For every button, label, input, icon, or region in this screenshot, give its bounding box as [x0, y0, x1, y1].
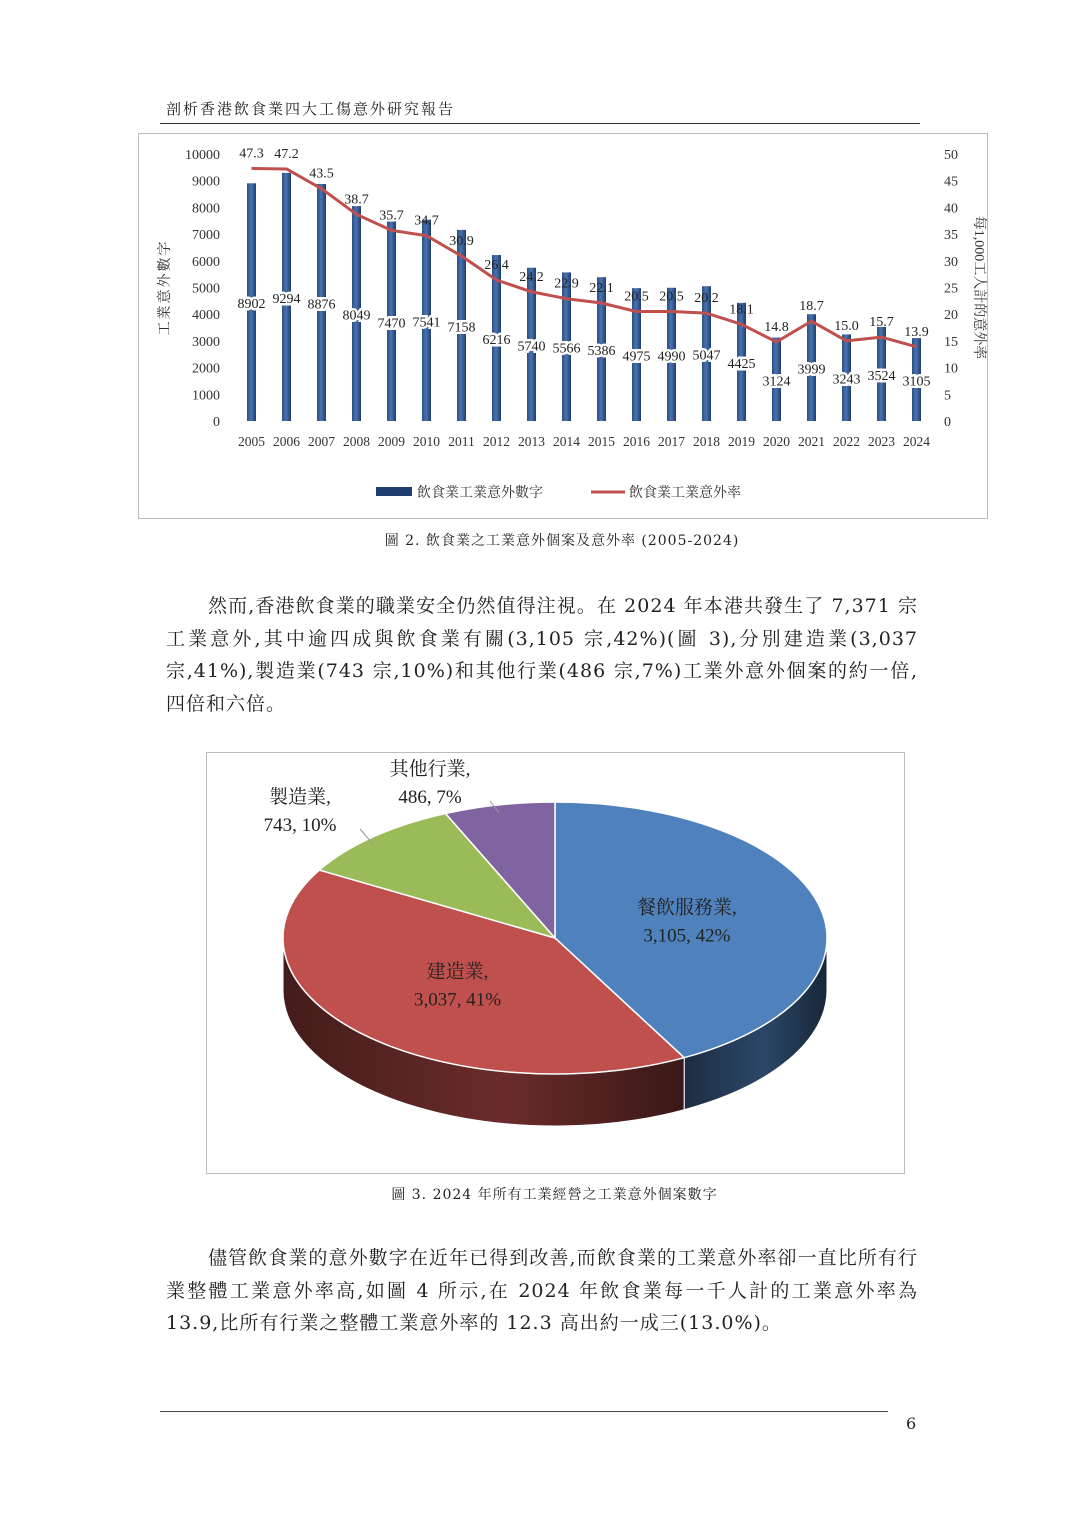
bar-data-label: 4425 [727, 356, 756, 372]
y2-axis-tick-label: 35 [944, 228, 958, 244]
x-axis-tick-label: 2016 [623, 434, 650, 449]
line-data-label: 26.4 [484, 258, 509, 274]
x-axis-tick-label: 2019 [728, 434, 755, 449]
line-data-label: 22.9 [554, 276, 579, 292]
bar-data-label: 6216 [482, 333, 511, 349]
y-axis-tick-label: 5000 [192, 281, 220, 297]
y2-axis-tick-label: 40 [944, 201, 958, 217]
x-axis-tick-label: 2020 [763, 434, 790, 449]
y2-axis-tick-label: 45 [944, 174, 958, 190]
x-axis-tick-label: 2018 [693, 434, 720, 449]
bar-data-label: 3999 [797, 362, 826, 378]
x-axis-tick-label: 2006 [273, 434, 300, 449]
page-number: 6 [906, 1414, 917, 1433]
line-data-label: 24.2 [519, 269, 544, 285]
x-axis-tick-label: 2021 [798, 434, 825, 449]
line-data-label: 20.5 [624, 289, 649, 305]
y2-axis-tick-label: 15 [944, 334, 958, 350]
figure-2-chart-frame [138, 133, 988, 519]
x-axis-tick-label: 2007 [308, 434, 335, 449]
x-axis-tick-label: 2022 [833, 434, 860, 449]
legend-line-label: 飲食業工業意外率 [629, 486, 741, 501]
line-data-label: 14.8 [764, 319, 789, 335]
line-data-label: 18.7 [799, 299, 824, 315]
pie-label-value: 743, 10% [263, 815, 337, 836]
bar-data-label: 8902 [237, 297, 266, 313]
bar-data-label: 5386 [587, 344, 616, 360]
y-axis-tick-label: 3000 [192, 334, 220, 350]
x-axis-tick-label: 2009 [378, 434, 405, 449]
figure-2-caption: 圖 2. 飲食業之工業意外個案及意外率 (2005-2024) [384, 533, 740, 549]
bar-data-label: 5047 [692, 348, 721, 364]
line-data-label: 38.7 [344, 192, 369, 208]
pie-label-value: 486, 7% [398, 787, 462, 808]
line-data-label: 15.0 [834, 318, 859, 334]
bar-data-label: 5566 [552, 341, 581, 357]
bar-data-label: 4975 [622, 349, 651, 365]
bar-data-label: 7158 [447, 320, 476, 336]
pie-label-name: 建造業, [426, 961, 489, 983]
y2-axis-tick-label: 20 [944, 308, 958, 324]
bar-data-label: 8049 [342, 308, 371, 324]
line-data-label: 47.2 [274, 146, 299, 162]
pie-label-name: 其他行業, [389, 759, 471, 780]
header-rule [160, 123, 920, 124]
bar-data-label: 7470 [377, 316, 406, 332]
line-data-label: 34.7 [414, 213, 439, 229]
bar-data-label: 4990 [657, 349, 686, 365]
body-paragraph-2: 儘管飲食業的意外數字在近年已得到改善,而飲食業的工業意外率卻一直比所有行業整體工業意外率高,如圖 4 所示,在 2024 年飲食業每一千人計的工業意外率為 13.9,比所有行業之整體工業意外率的 12.3 高出約一成三(13.0%)。 [166, 1247, 918, 1334]
y2-axis-tick-label: 10 [944, 361, 958, 377]
y2-axis-tick-label: 0 [944, 415, 951, 430]
bar-data-label: 3524 [867, 368, 896, 384]
pie-label-name: 製造業, [269, 787, 331, 808]
y-axis-tick-label: 6000 [192, 254, 220, 270]
bar-data-label: 3243 [832, 372, 861, 388]
x-axis-tick-label: 2023 [868, 434, 895, 449]
bar-data-label: 3105 [902, 374, 931, 390]
figure-3-chart-frame [206, 752, 905, 1174]
bar-data-label: 8876 [307, 297, 336, 313]
x-axis-tick-label: 2008 [343, 434, 370, 449]
x-axis-tick-label: 2015 [588, 434, 615, 449]
y-axis-tick-label: 0 [213, 415, 220, 430]
bar-data-label: 3124 [762, 374, 791, 390]
y-axis-tick-label: 9000 [192, 174, 220, 190]
figure-2-combo-chart [139, 134, 987, 518]
line-data-label: 43.5 [309, 166, 334, 182]
line-data-label: 13.9 [904, 324, 929, 340]
y-axis-tick-label: 8000 [192, 201, 220, 217]
y-axis-tick-label: 10000 [185, 148, 220, 163]
bar-data-label: 9294 [272, 291, 301, 307]
figure-3-pie-chart [207, 753, 904, 1173]
y-axis-tick-label: 2000 [192, 361, 220, 377]
x-axis-tick-label: 2011 [448, 434, 475, 449]
y-axis-title: 工業意外數字 [158, 239, 173, 336]
y2-axis-tick-label: 5 [944, 388, 951, 404]
pie-label-name: 餐飲服務業, [636, 897, 737, 919]
legend-bar-label: 飲食業工業意外數字 [417, 486, 543, 501]
x-axis-tick-label: 2024 [903, 434, 930, 449]
bar-data-label: 7541 [412, 315, 441, 331]
x-axis-tick-label: 2010 [413, 434, 440, 449]
line-data-label: 47.3 [239, 146, 264, 162]
line-data-label: 20.5 [659, 289, 684, 305]
y2-axis-tick-label: 25 [944, 281, 958, 297]
figure-3-caption: 圖 3. 2024 年所有工業經營之工業意外個案數字 [391, 1187, 718, 1203]
y-axis-tick-label: 7000 [192, 228, 220, 244]
body-paragraph-1: 然而,香港飲食業的職業安全仍然值得注視。在 2024 年本港共發生了 7,371 宗工業意外,其中逾四成與飲食業有關(3,105 宗,42%)(圖 3),分別建造業(3,037 宗,41%),製造業(743 宗,10%)和其他行業(486 宗,7%)工業外意外個案的約一倍,四倍和六倍。 [166, 595, 918, 715]
x-axis-tick-label: 2005 [238, 434, 265, 449]
footer-rule [160, 1411, 888, 1412]
y-axis-tick-label: 1000 [192, 388, 220, 404]
x-axis-tick-label: 2014 [553, 434, 580, 449]
line-data-label: 30.9 [449, 233, 474, 249]
line-data-label: 35.7 [379, 208, 404, 224]
pie-label-value: 3,105, 42% [643, 925, 731, 947]
x-axis-tick-label: 2012 [483, 434, 510, 449]
y-axis-tick-label: 4000 [192, 308, 220, 324]
document-header-title: 剖析香港飲食業四大工傷意外研究報告 [166, 100, 456, 118]
x-axis-tick-label: 2013 [518, 434, 545, 449]
legend-bar-swatch [376, 487, 412, 496]
y2-axis-tick-label: 50 [944, 148, 958, 163]
y2-axis-title: 每1,000工人計的意外率 [971, 215, 986, 360]
x-axis-tick-label: 2017 [658, 434, 685, 449]
line-data-label: 22.1 [589, 280, 614, 296]
line-data-label: 15.7 [869, 315, 894, 331]
y2-axis-tick-label: 30 [944, 254, 958, 270]
line-data-label: 18.1 [729, 302, 754, 318]
bar-data-label: 5740 [517, 339, 546, 355]
pie-label-value: 3,037, 41% [413, 989, 502, 1011]
line-data-label: 20.2 [694, 291, 719, 307]
